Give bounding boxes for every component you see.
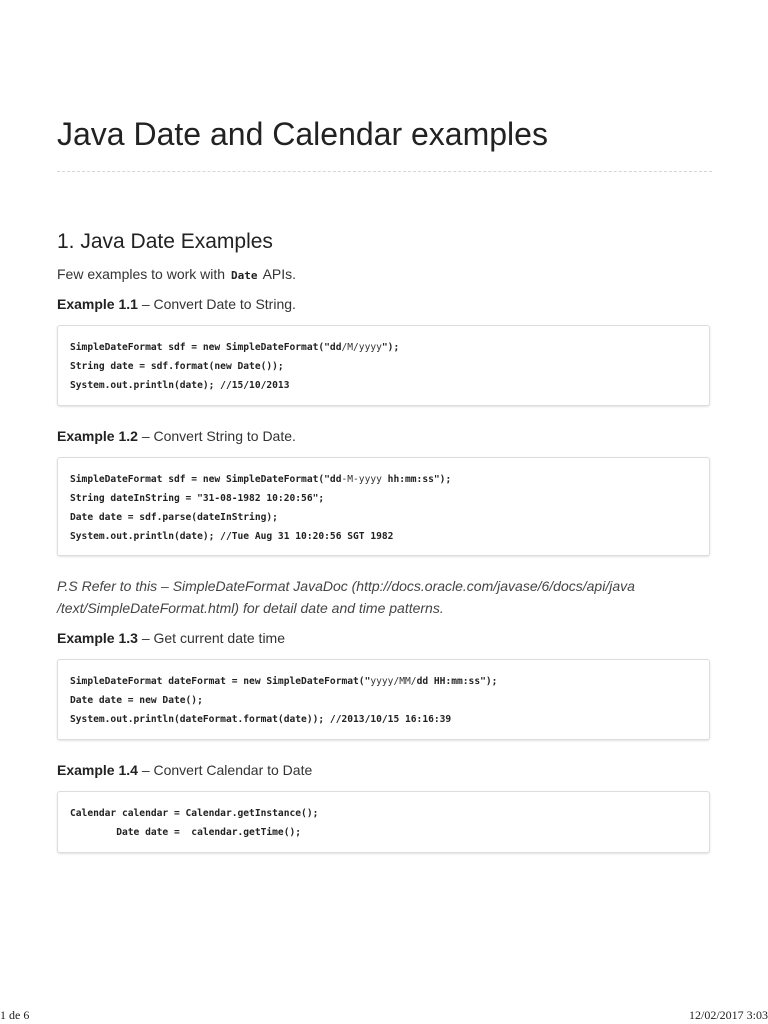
code-line: Calendar calendar = Calendar.getInstance(); [70,808,319,819]
section-heading: 1. Java Date Examples [57,230,273,253]
page-indicator: 1 de 6 [0,1008,30,1022]
code-line: System.out.println(date); //15/10/2013 [70,380,290,391]
print-timestamp: 12/02/2017 3:03 [688,1008,768,1022]
example-number: Example 1.3 [57,630,138,646]
example-description: – Convert String to Date. [137,428,296,444]
example-number: Example 1.4 [57,762,138,778]
example-number: Example 1.1 [57,296,138,312]
example-1-2-label [57,426,296,446]
code-line: String date = sdf.format(new Date()); [70,361,284,372]
example-1-4-label [57,760,312,780]
note-line: P.S Refer to this – SimpleDateFormat JavaDoc (http://docs.oracle.com/javase/6/docs/api/java [57,578,635,594]
example-description: – Get current date time [137,630,286,646]
code-block-1-2 [57,457,710,556]
title-divider [57,171,712,172]
note-line: /text/SimpleDateFormat.html) for detail date and time patterns. [57,600,444,616]
intro-paragraph [57,264,296,286]
code-block-1-1 [57,325,710,406]
inline-code-date: Date [230,269,258,282]
code-line: System.out.println(date); //Tue Aug 31 10:20:56 SGT 1982 [70,531,394,542]
code-line: Date date = calendar.getTime(); [70,827,302,838]
example-description: – Convert Calendar to Date [137,762,313,778]
code-line: Date date = new Date(); [70,695,203,706]
code-line: String dateInString = "31-08-1982 10:20:56"; [70,493,325,504]
code-line: SimpleDateFormat sdf = new SimpleDateFormat("dd-M-yyyy hh:mm:ss"); [70,474,452,485]
code-line: System.out.println(dateFormat.format(date)); //2013/10/15 16:16:39 [70,714,452,725]
intro-text-before: Few examples to work with [57,266,229,282]
code-block-1-4 [57,791,710,853]
example-1-3-label [57,628,285,648]
example-1-1-label [57,294,296,314]
example-number: Example 1.2 [57,428,138,444]
code-line: Date date = sdf.parse(dateInString); [70,512,278,523]
code-line: SimpleDateFormat sdf = new SimpleDateFormat("dd/M/yyyy"); [70,342,400,353]
javadoc-reference-note [57,575,712,619]
intro-text-after: APIs. [259,266,297,282]
code-block-1-3 [57,659,710,740]
page-title: Java Date and Calendar examples [57,116,548,152]
code-line: SimpleDateFormat dateFormat = new SimpleDateFormat("yyyy/MM/dd HH:mm:ss"); [70,676,498,687]
example-description: – Convert Date to String. [137,296,296,312]
